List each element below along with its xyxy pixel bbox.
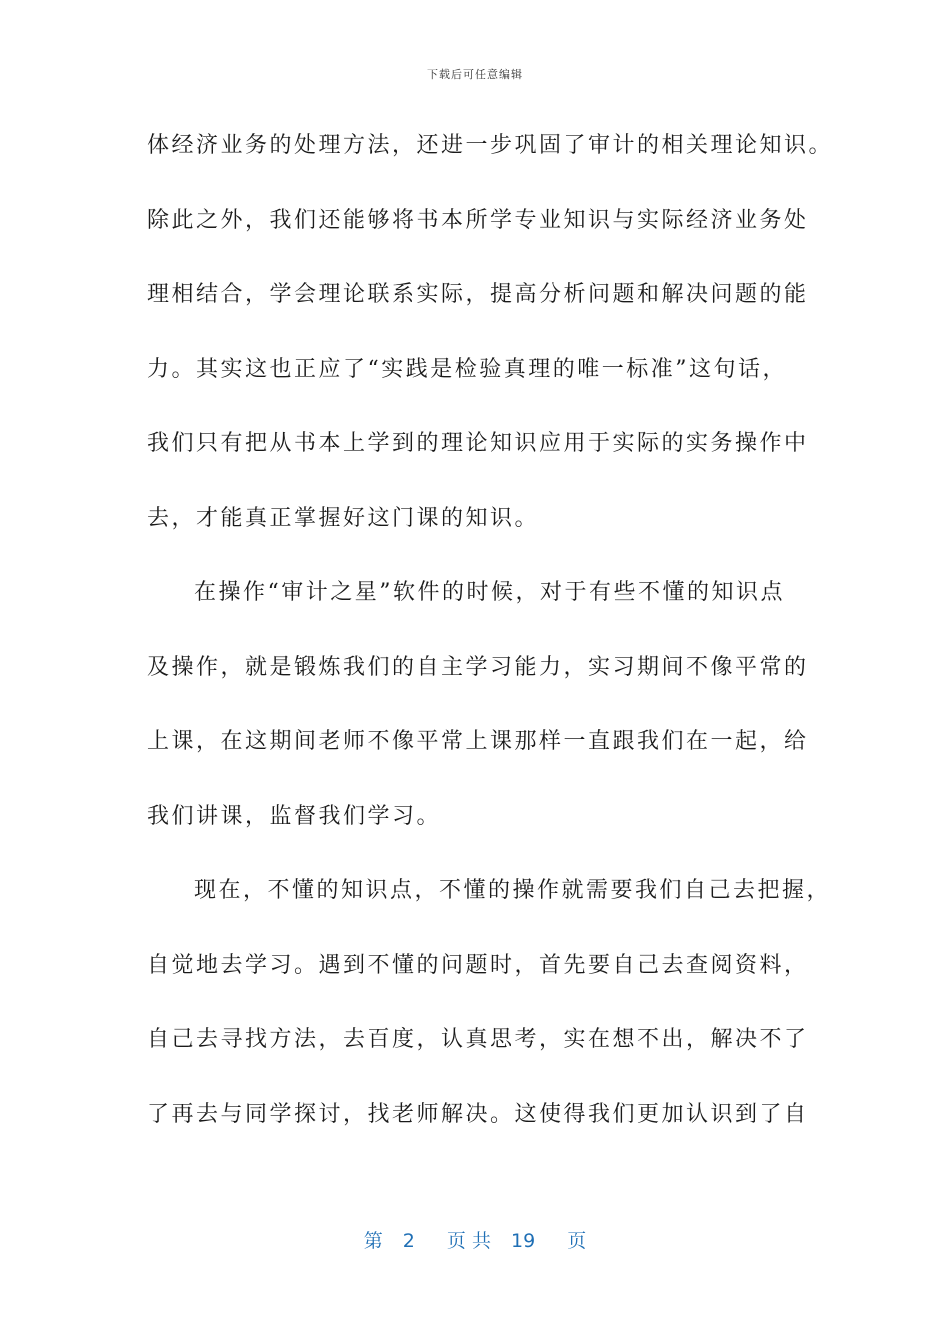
current-page-number: 2 (402, 1230, 415, 1252)
footer-suffix: 页 (567, 1230, 587, 1252)
footer-middle: 页 共 (446, 1230, 491, 1252)
text-line: 及操作，就是锻炼我们的自主学习能力，实习期间不像平常的 (147, 654, 809, 680)
paragraph-first-line: 现在，不懂的知识点，不懂的操作就需要我们自己去把握， (194, 878, 832, 903)
paragraph-first-line: 在操作“审计之星”软件的时候，对于有些不懂的知识点 (194, 580, 785, 605)
text-line: 力。其实这也正应了“实践是检验真理的唯一标准”这句话， (147, 356, 787, 382)
text-line: 自己去寻找方法，去百度，认真思考，实在想不出，解决不了 (147, 1027, 809, 1052)
total-pages-number: 19 (511, 1230, 536, 1252)
document-body (147, 124, 834, 1167)
header-note: 下载后可任意编辑 (427, 68, 523, 81)
text-line: 自觉地去学习。遇到不懂的问题时，首先要自己去查阅资料， (147, 952, 809, 978)
text-line: 体经济业务的处理方法，还进一步巩固了审计的相关理论知识。 (147, 133, 834, 158)
text-line: 去，才能真正掌握好这门课的知识。 (147, 505, 540, 531)
page-footer (0, 1226, 950, 1253)
text-line: 理相结合，学会理论联系实际，提高分析问题和解决问题的能 (147, 282, 809, 307)
text-line: 我们只有把从书本上学到的理论知识应用于实际的实务操作中 (147, 431, 809, 456)
footer-prefix: 第 (363, 1230, 383, 1252)
text-line: 除此之外，我们还能够将书本所学专业知识与实际经济业务处 (147, 207, 809, 233)
text-line: 我们讲课，监督我们学习。 (147, 803, 442, 829)
text-line: 上课，在这期间老师不像平常上课那样一直跟我们在一起，给 (147, 729, 809, 754)
text-line: 了再去与同学探讨，找老师解决。这使得我们更加认识到了自 (147, 1101, 809, 1127)
